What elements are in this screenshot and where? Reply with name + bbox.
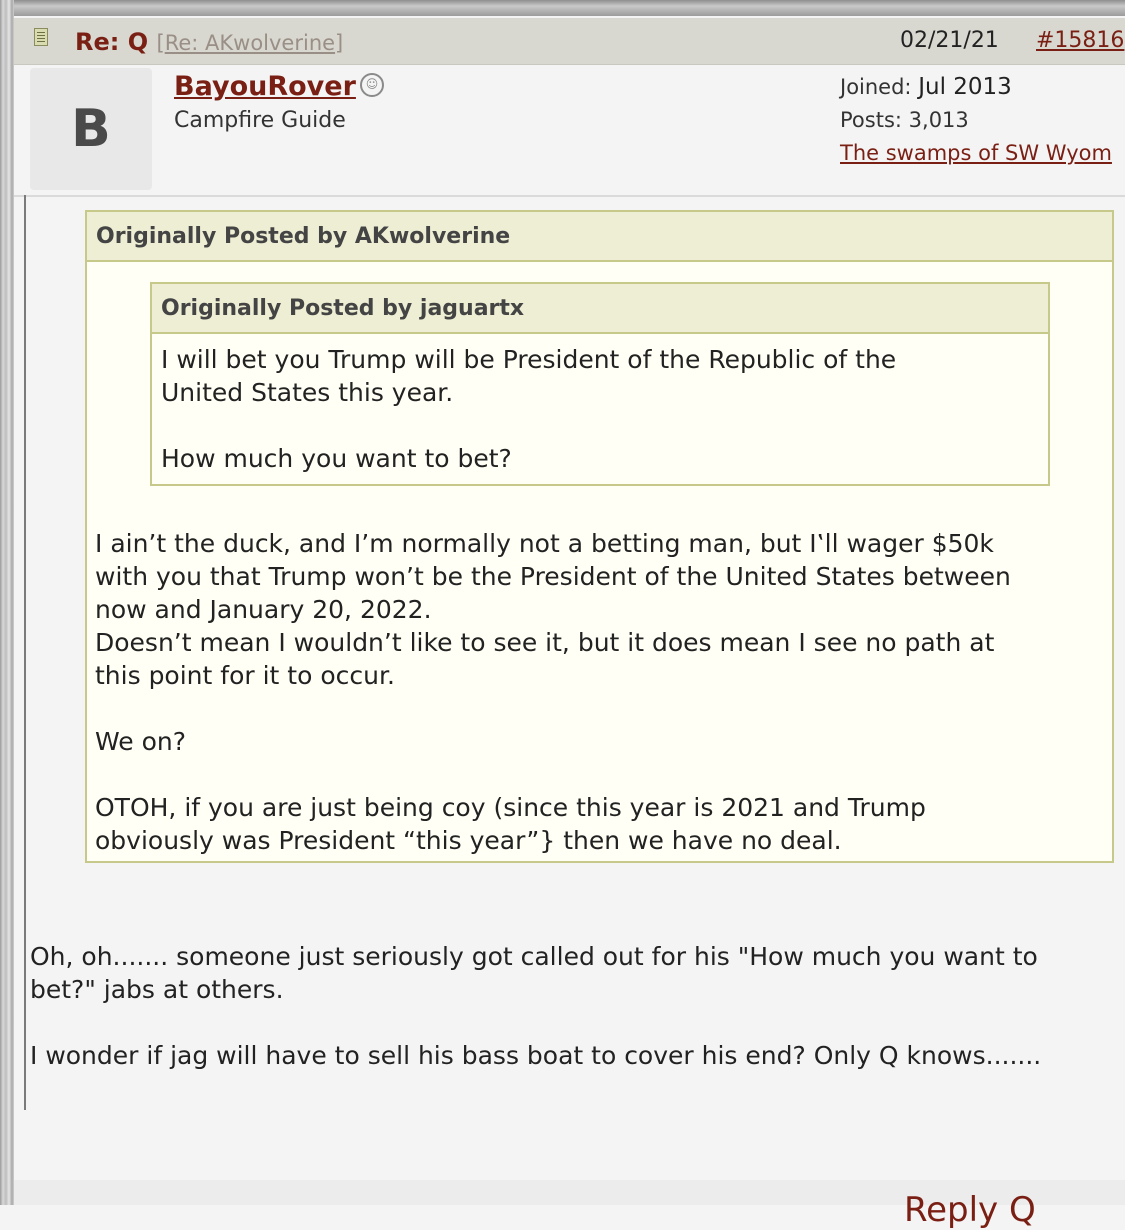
joined-row bbox=[840, 71, 1112, 104]
quote-inner-line: United States this year. bbox=[161, 378, 454, 407]
posts-row bbox=[840, 104, 1112, 137]
post-body-line: I wonder if jag will have to sell his bass boat to cover his end? Only Q knows....... bbox=[30, 1041, 1042, 1070]
post-number-link[interactable]: #15816 bbox=[1036, 28, 1125, 53]
post-body-left-rule bbox=[24, 195, 26, 1110]
posts-value: 3,013 bbox=[908, 108, 969, 132]
user-info-row bbox=[14, 65, 1125, 197]
reply-ref-bracket-open: [ bbox=[156, 31, 165, 55]
quote-inner-body bbox=[152, 334, 1048, 475]
user-meta bbox=[840, 71, 1112, 170]
quote-outer-line: with you that Trump won’t be the President of the United States between bbox=[95, 562, 1011, 591]
paragraph-gap bbox=[95, 758, 1095, 791]
location-row bbox=[840, 137, 1112, 170]
post-date: 02/21/21 bbox=[900, 28, 999, 53]
window-top-border bbox=[14, 0, 1125, 16]
post-header bbox=[14, 18, 1125, 65]
reply-ref-bracket-close: ] bbox=[335, 31, 344, 55]
quote-outer-line: I ain’t the duck, and I’m normally not a betting man, but I‛ll wager $50k bbox=[95, 529, 994, 558]
quote-outer bbox=[85, 210, 1114, 863]
quote-outer-line: now and January 20, 2022. bbox=[95, 595, 432, 624]
post-body-line: bet?" jabs at others. bbox=[30, 975, 284, 1004]
quote-outer-line: OTOH, if you are just being coy (since this year is 2021 and Trump bbox=[95, 793, 926, 822]
post-subject bbox=[75, 28, 343, 56]
post-body bbox=[30, 940, 1125, 1072]
avatar-letter: B bbox=[71, 99, 111, 159]
quote-inner-header: Originally Posted by jaguartx bbox=[152, 284, 1048, 334]
neutral-face-icon: ☺ bbox=[360, 73, 384, 97]
posts-label: Posts: bbox=[840, 108, 902, 132]
quote-outer-header: Originally Posted by AKwolverine bbox=[87, 212, 1112, 262]
window-left-border bbox=[0, 0, 14, 1205]
paragraph-gap bbox=[95, 692, 1095, 725]
post-document-icon bbox=[34, 28, 48, 46]
avatar[interactable] bbox=[30, 68, 152, 190]
post-subject-text: Re: Q bbox=[75, 28, 149, 56]
quote-outer-body bbox=[95, 527, 1095, 857]
reply-ref-link[interactable]: Re: AKwolverine bbox=[164, 31, 336, 55]
location-link[interactable]: The swamps of SW Wyom bbox=[840, 141, 1112, 165]
quote-inner-line: I will bet you Trump will be President of the Republic of the bbox=[161, 345, 897, 374]
quote-inner bbox=[150, 282, 1050, 486]
quote-outer-line: this point for it to occur. bbox=[95, 661, 395, 690]
post-body-line: Oh, oh....... someone just seriously got called out for his "How much you want to bbox=[30, 942, 1038, 971]
joined-label: Joined: bbox=[840, 75, 912, 99]
user-title: Campfire Guide bbox=[174, 108, 346, 133]
username-link[interactable]: BayouRover bbox=[174, 71, 356, 102]
reply-quote-link[interactable]: Reply Q bbox=[904, 1190, 1036, 1230]
paragraph-gap bbox=[30, 1006, 1125, 1039]
joined-value: Jul 2013 bbox=[918, 74, 1012, 100]
quote-outer-line: obviously was President “this year”} then we have no deal. bbox=[95, 826, 842, 855]
quote-inner-line: How much you want to bet? bbox=[161, 444, 512, 473]
quote-outer-line: Doesn’t mean I wouldn’t like to see it, but it does mean I see no path at bbox=[95, 628, 995, 657]
paragraph-gap bbox=[161, 409, 1039, 442]
quote-outer-line: We on? bbox=[95, 727, 186, 756]
